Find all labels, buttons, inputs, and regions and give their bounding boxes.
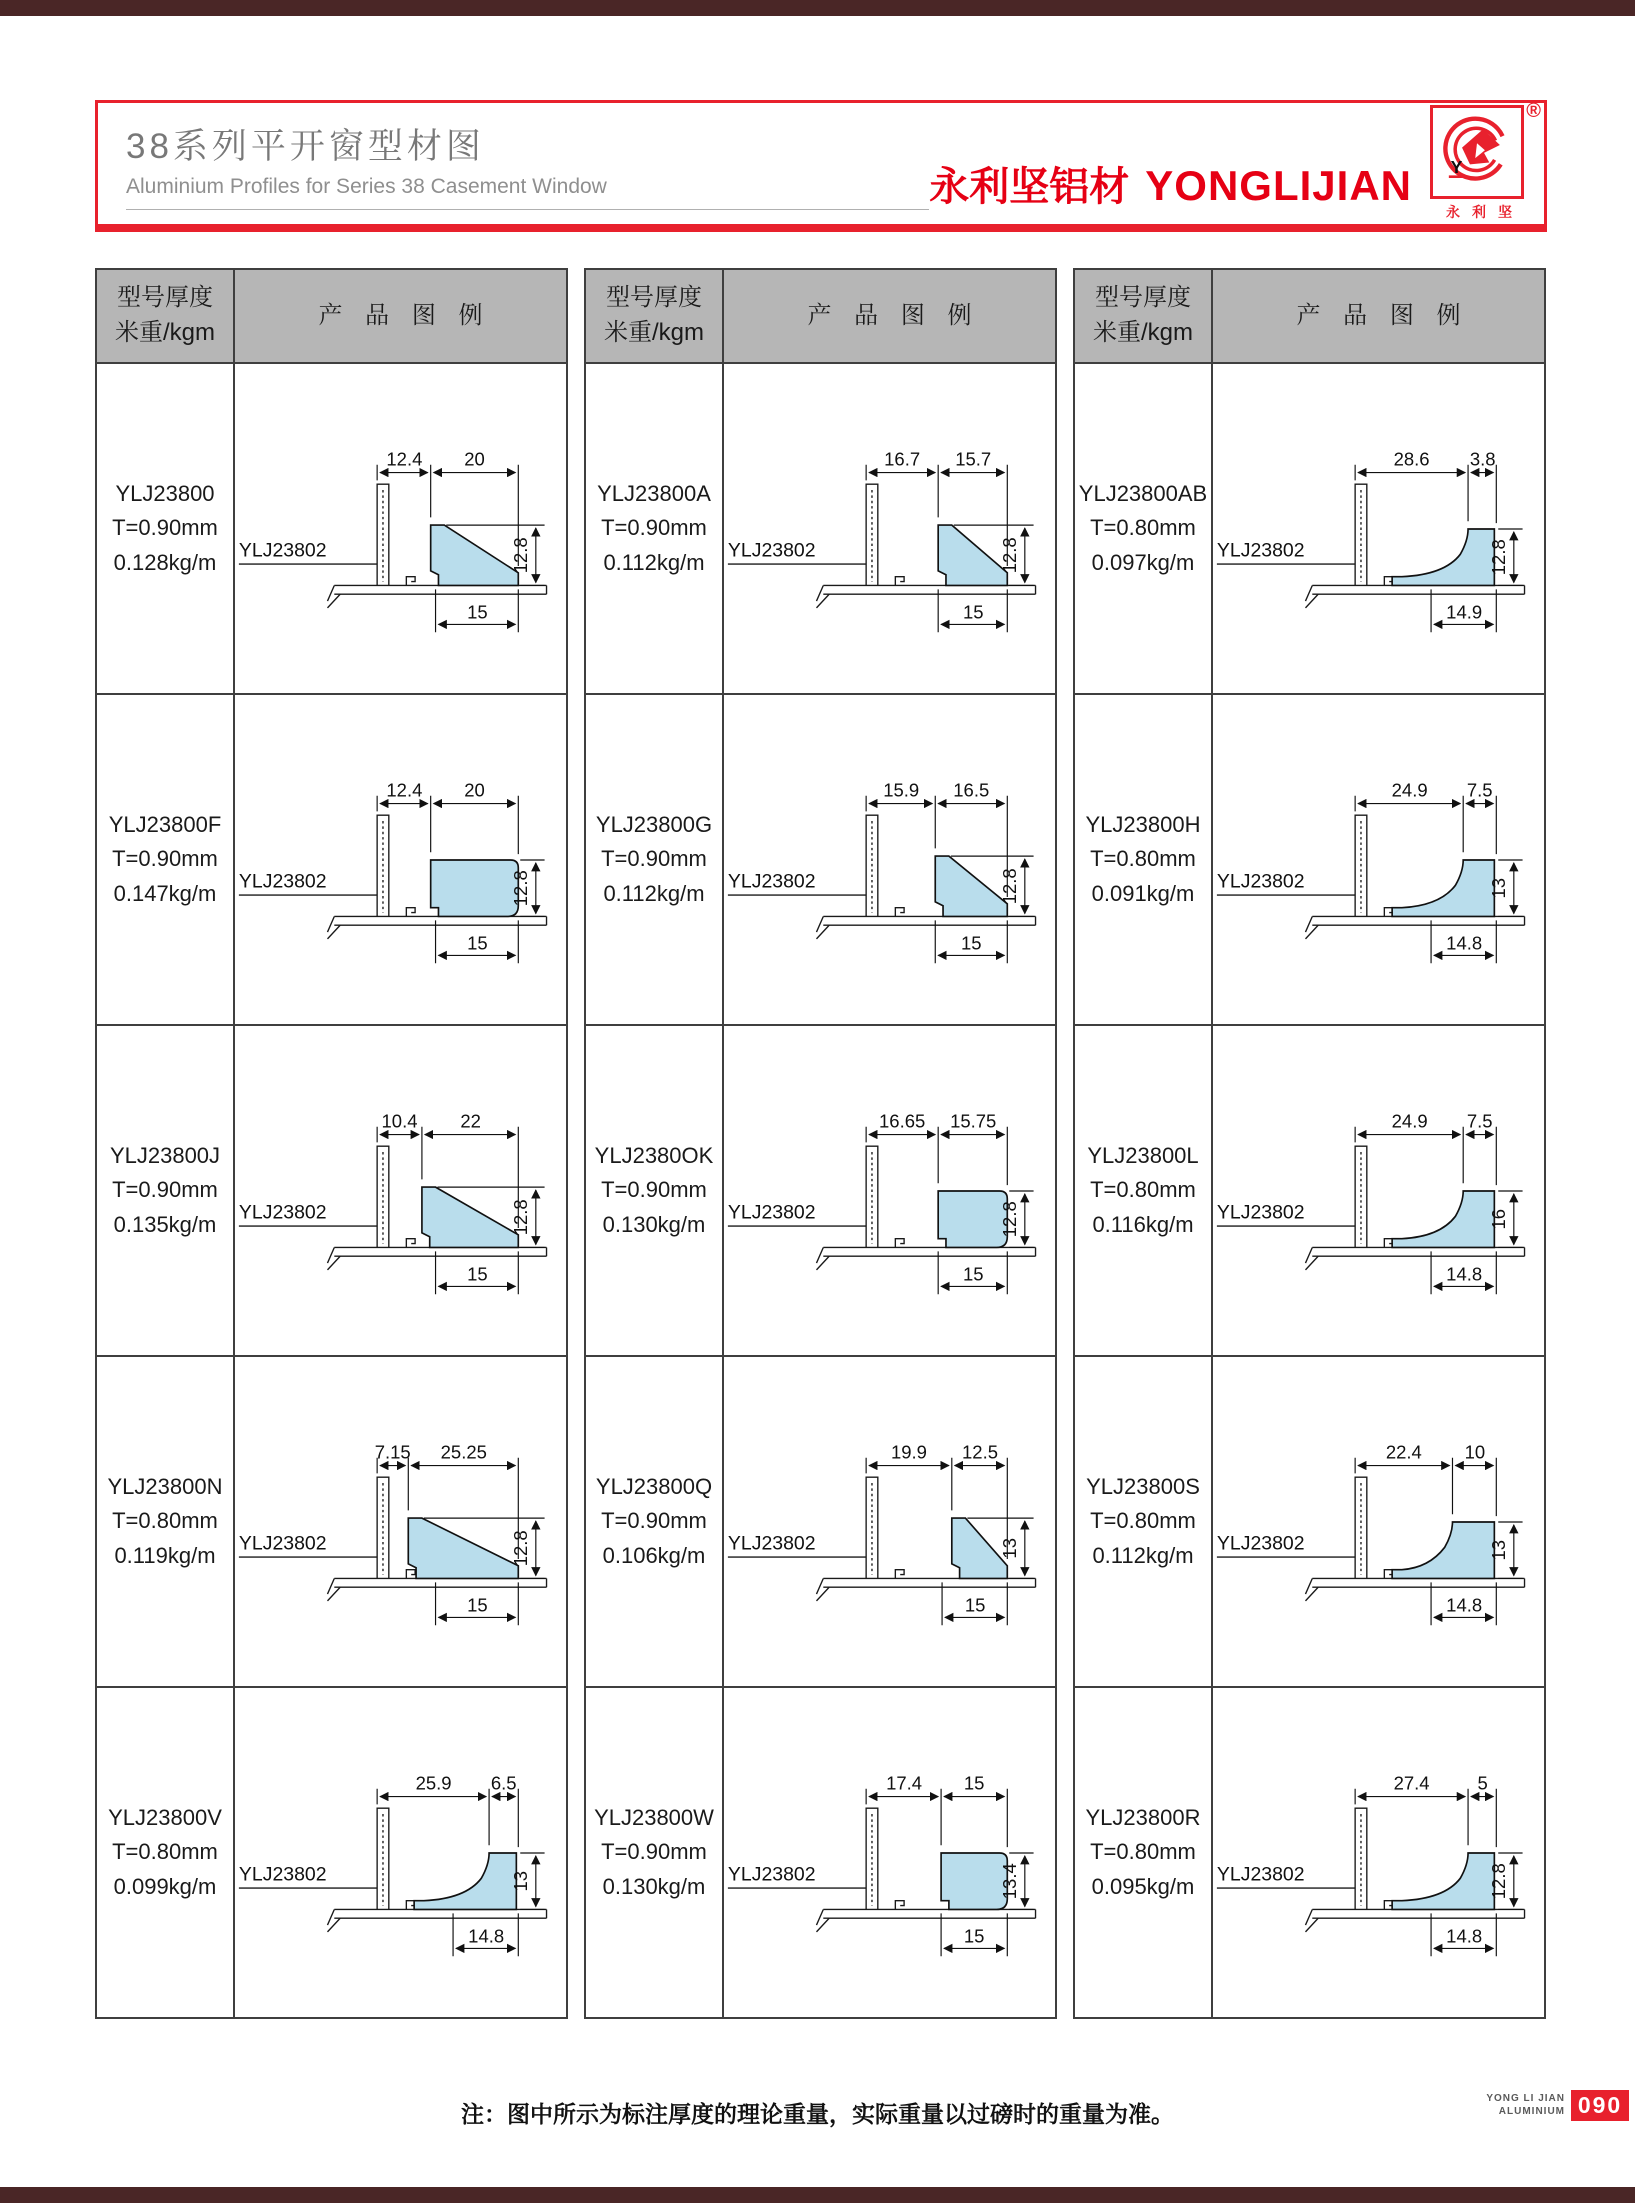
- dim-top-left: 12.4: [386, 448, 423, 470]
- dim-right: 12.8: [1488, 538, 1510, 575]
- dim-top-left: 15.9: [883, 779, 920, 801]
- dim-bottom: 14.8: [1446, 1594, 1483, 1616]
- dim-top-right: 15.75: [950, 1110, 997, 1132]
- adjacent-profile-label: YLJ23802: [1216, 1531, 1305, 1554]
- bottom-edge-bar: [0, 2187, 1635, 2203]
- product-thickness: T=0.80mm: [1090, 1508, 1196, 1534]
- dim-right: 13: [1488, 1539, 1510, 1561]
- product-thickness: T=0.80mm: [1090, 846, 1196, 872]
- dim-right: 16: [1488, 1208, 1510, 1230]
- product-weight: 0.112kg/m: [603, 549, 705, 575]
- product-weight: 0.128kg/m: [113, 549, 217, 575]
- table-group-2: [584, 268, 1057, 2019]
- product-weight: 0.130kg/m: [602, 1873, 706, 1899]
- adjacent-profile-label: YLJ23802: [1216, 869, 1305, 892]
- product-diagram-cell: [233, 362, 566, 693]
- page-number: 090: [1571, 2090, 1629, 2121]
- adjacent-profile-label: YLJ23802: [238, 869, 327, 892]
- product-model: YLJ23800W: [594, 1805, 714, 1831]
- product-weight: 0.116kg/m: [1092, 1211, 1194, 1237]
- product-diagram-cell: [233, 693, 566, 1024]
- product-spec: [1075, 1024, 1211, 1355]
- dim-top-right: 15.7: [955, 448, 992, 470]
- dim-right: 13: [1488, 877, 1510, 899]
- profile-diagram: [235, 1706, 566, 2000]
- dim-top-right: 20: [464, 448, 485, 470]
- dim-bottom: 15: [963, 1925, 985, 1947]
- product-model: YLJ23800L: [1087, 1143, 1199, 1169]
- product-model: YLJ23800H: [1085, 812, 1201, 838]
- product-thickness: T=0.90mm: [112, 846, 218, 872]
- product-spec: [97, 1355, 233, 1686]
- dim-right: 12.8: [999, 536, 1021, 573]
- table-group-1: [95, 268, 568, 2019]
- profile-diagram: [1213, 1706, 1544, 2000]
- brand-name-en: YONGLIJIAN: [1145, 162, 1412, 209]
- col-header-diagram: 产 品 图 例: [1211, 270, 1544, 362]
- page-badge: [1486, 2090, 1629, 2121]
- dim-bottom: 15: [467, 932, 488, 954]
- footer-note: 注：图中所示为标注厚度的理论重量，实际重量以过磅时的重量为准。: [461, 2101, 1174, 2127]
- dim-top-right: 10: [1464, 1441, 1486, 1463]
- dim-top-right: 3.8: [1469, 448, 1496, 470]
- dim-right: 12.8: [999, 1200, 1021, 1237]
- col-header-model-line1: 型号厚度: [606, 284, 702, 312]
- adjacent-profile-label: YLJ23802: [238, 1531, 327, 1554]
- product-thickness: T=0.90mm: [601, 1508, 707, 1534]
- product-thickness: T=0.90mm: [112, 1177, 218, 1203]
- product-model: YLJ23800Q: [595, 1474, 713, 1500]
- adjacent-profile-label: YLJ23802: [1216, 1862, 1305, 1885]
- dim-top-right: 16.5: [953, 779, 990, 801]
- product-diagram-cell: [722, 1686, 1055, 2017]
- dim-top-left: 24.9: [1391, 779, 1428, 801]
- adjacent-profile-label: YLJ23802: [238, 1200, 327, 1223]
- product-weight: 0.130kg/m: [602, 1211, 706, 1237]
- product-diagram-cell: [722, 362, 1055, 693]
- dim-bottom: 15: [960, 932, 982, 954]
- profile-diagram: [1213, 1375, 1544, 1669]
- page-badge-brand: [1486, 2093, 1565, 2118]
- product-model: YLJ23800S: [1086, 1474, 1200, 1500]
- col-header-model: [97, 270, 233, 362]
- product-diagram-cell: [1211, 1686, 1544, 2017]
- product-weight: 0.112kg/m: [1092, 1542, 1194, 1568]
- dim-top-left: 17.4: [886, 1772, 923, 1794]
- product-spec: [1075, 1686, 1211, 2017]
- title-block: [98, 103, 929, 224]
- adjacent-profile-label: YLJ23802: [727, 869, 816, 892]
- product-weight: 0.119kg/m: [114, 1542, 216, 1568]
- dim-top-right: 12.5: [962, 1441, 999, 1463]
- dim-top-right: 6.5: [490, 1772, 517, 1794]
- product-model: YLJ23800G: [595, 812, 713, 838]
- dim-bottom: 15: [467, 1594, 488, 1616]
- product-model: YLJ23800AB: [1078, 481, 1208, 507]
- col-header-model-line2: 米重/kgm: [114, 319, 215, 346]
- col-header-model: [1075, 270, 1211, 362]
- dim-top-right: 20: [464, 779, 485, 801]
- page-title: 38系列平开窗型材图: [126, 127, 485, 166]
- product-diagram-cell: [1211, 362, 1544, 693]
- product-weight: 0.147kg/m: [113, 880, 217, 906]
- dim-top-right: 15: [963, 1772, 985, 1794]
- brand-logo-box: [1430, 100, 1541, 199]
- product-weight: 0.135kg/m: [113, 1211, 217, 1237]
- dim-top-left: 19.9: [890, 1441, 927, 1463]
- brand-logo-emblem-icon: [1433, 108, 1521, 196]
- adjacent-profile-label: YLJ23802: [1216, 1200, 1305, 1223]
- adjacent-profile-label: YLJ23802: [727, 538, 816, 561]
- brand-logo: [1430, 100, 1541, 222]
- brand-name-cn: 永利坚铝材: [929, 165, 1130, 209]
- product-spec: [586, 1355, 722, 1686]
- profile-diagram: [235, 713, 566, 1007]
- col-header-model-line1: 型号厚度: [1095, 284, 1191, 312]
- profile-diagram: [724, 1375, 1055, 1669]
- dim-right: 12.8: [999, 867, 1021, 904]
- col-header-model: [586, 270, 722, 362]
- dim-top-left: 24.9: [1391, 1110, 1428, 1132]
- adjacent-profile-label: YLJ23802: [238, 538, 327, 561]
- adjacent-profile-label: YLJ23802: [727, 1531, 816, 1554]
- adjacent-profile-label: YLJ23802: [727, 1862, 816, 1885]
- svg-text:Y: Y: [1450, 157, 1463, 178]
- profile-diagram: [724, 382, 1055, 676]
- product-model: YLJ23800V: [108, 1805, 222, 1831]
- col-header-model-line1: 型号厚度: [117, 284, 213, 312]
- dim-right: 12.8: [510, 1198, 532, 1235]
- profile-diagram: [724, 713, 1055, 1007]
- product-diagram-cell: [722, 1024, 1055, 1355]
- dim-bottom: 14.8: [1446, 932, 1483, 954]
- dim-bottom: 15: [962, 1263, 984, 1285]
- adjacent-profile-label: YLJ23802: [238, 1862, 327, 1885]
- product-spec: [586, 362, 722, 693]
- product-spec: [97, 1024, 233, 1355]
- dim-bottom: 15: [467, 601, 488, 623]
- product-spec: [586, 1686, 722, 2017]
- profile-diagram: [235, 1375, 566, 1669]
- product-diagram-cell: [233, 1355, 566, 1686]
- profile-diagram: [235, 1044, 566, 1338]
- dim-top-left: 16.7: [884, 448, 921, 470]
- product-spec: [1075, 693, 1211, 1024]
- registered-mark: ®: [1526, 100, 1541, 122]
- dim-top-left: 10.4: [381, 1110, 418, 1132]
- product-thickness: T=0.90mm: [112, 515, 218, 541]
- product-model: YLJ23800F: [108, 812, 222, 838]
- product-model: YLJ23800J: [109, 1143, 221, 1169]
- dim-top-left: 25.9: [415, 1772, 452, 1794]
- product-diagram-cell: [233, 1686, 566, 2017]
- product-weight: 0.106kg/m: [602, 1542, 706, 1568]
- page-subtitle: Aluminium Profiles for Series 38 Casement Window: [126, 175, 929, 210]
- product-diagram-cell: [1211, 1355, 1544, 1686]
- dim-top-left: 22.4: [1385, 1441, 1422, 1463]
- col-header-diagram: 产 品 图 例: [722, 270, 1055, 362]
- profile-diagram: [1213, 382, 1544, 676]
- col-header-model-line2: 米重/kgm: [603, 319, 704, 346]
- dim-top-left: 7.15: [374, 1441, 411, 1463]
- dim-top-left: 16.65: [879, 1110, 926, 1132]
- product-model: YLJ23800N: [107, 1474, 223, 1500]
- product-spec: [97, 693, 233, 1024]
- product-diagram-cell: [1211, 1024, 1544, 1355]
- product-model: YLJ23800: [115, 481, 215, 507]
- profile-diagram: [235, 382, 566, 676]
- product-thickness: T=0.80mm: [1090, 515, 1196, 541]
- dim-right: 12.8: [1488, 1862, 1510, 1899]
- product-spec: [1075, 1355, 1211, 1686]
- product-spec: [97, 362, 233, 693]
- dim-right: 12.8: [510, 1529, 532, 1566]
- dim-bottom: 14.8: [468, 1925, 505, 1947]
- top-edge-bar: [0, 0, 1635, 16]
- product-thickness: T=0.80mm: [1090, 1839, 1196, 1865]
- dim-bottom: 15: [964, 1594, 986, 1616]
- dim-right: 13.4: [999, 1862, 1021, 1899]
- profile-tables: [95, 268, 1546, 2019]
- page-badge-line1: YONG LI JIAN: [1486, 2093, 1565, 2104]
- dim-right: 13: [999, 1537, 1021, 1559]
- product-thickness: T=0.90mm: [601, 1177, 707, 1203]
- product-thickness: T=0.80mm: [112, 1508, 218, 1534]
- dim-top-right: 7.5: [1466, 779, 1493, 801]
- dim-top-left: 28.6: [1393, 448, 1430, 470]
- dim-top-left: 27.4: [1393, 1772, 1430, 1794]
- dim-top-right: 22: [460, 1110, 481, 1132]
- product-weight: 0.097kg/m: [1091, 549, 1195, 575]
- product-thickness: T=0.90mm: [601, 846, 707, 872]
- dim-top-left: 12.4: [386, 779, 423, 801]
- product-diagram-cell: [1211, 693, 1544, 1024]
- product-thickness: T=0.80mm: [112, 1839, 218, 1865]
- page-header: [95, 100, 1547, 232]
- profile-diagram: [1213, 713, 1544, 1007]
- product-weight: 0.091kg/m: [1091, 880, 1195, 906]
- dim-bottom: 15: [467, 1263, 488, 1285]
- product-spec: [1075, 362, 1211, 693]
- profile-diagram: [724, 1706, 1055, 2000]
- product-weight: 0.112kg/m: [603, 880, 705, 906]
- product-diagram-cell: [722, 693, 1055, 1024]
- product-spec: [586, 1024, 722, 1355]
- profile-diagram: [724, 1044, 1055, 1338]
- dim-right: 12.8: [510, 536, 532, 573]
- product-thickness: T=0.90mm: [601, 515, 707, 541]
- brand-logo-characters: 永利坚: [1446, 204, 1524, 220]
- dim-bottom: 14.9: [1446, 601, 1483, 623]
- dim-bottom: 14.8: [1446, 1925, 1483, 1947]
- dim-bottom: 15: [962, 601, 984, 623]
- col-header-model-line2: 米重/kgm: [1092, 319, 1193, 346]
- dim-top-right: 5: [1477, 1772, 1488, 1794]
- adjacent-profile-label: YLJ23802: [1216, 538, 1305, 561]
- product-spec: [586, 693, 722, 1024]
- page-badge-line2: ALUMINIUM: [1498, 2105, 1565, 2117]
- product-weight: 0.095kg/m: [1091, 1873, 1195, 1899]
- adjacent-profile-label: YLJ23802: [727, 1200, 816, 1223]
- product-thickness: T=0.90mm: [601, 1839, 707, 1865]
- brand: [929, 155, 1412, 212]
- dim-top-right: 7.5: [1466, 1110, 1493, 1132]
- product-thickness: T=0.80mm: [1090, 1177, 1196, 1203]
- col-header-diagram: 产 品 图 例: [233, 270, 566, 362]
- product-spec: [97, 1686, 233, 2017]
- product-diagram-cell: [233, 1024, 566, 1355]
- product-model: YLJ23800A: [597, 481, 711, 507]
- product-model: YLJ23800R: [1085, 1805, 1201, 1831]
- dim-right: 13: [510, 1870, 532, 1892]
- product-diagram-cell: [722, 1355, 1055, 1686]
- table-group-3: [1073, 268, 1546, 2019]
- product-weight: 0.099kg/m: [113, 1873, 217, 1899]
- dim-right: 12.8: [510, 869, 532, 906]
- product-model: YLJ2380OK: [594, 1143, 714, 1169]
- dim-top-right: 25.25: [440, 1441, 487, 1463]
- profile-diagram: [1213, 1044, 1544, 1338]
- dim-bottom: 14.8: [1446, 1263, 1483, 1285]
